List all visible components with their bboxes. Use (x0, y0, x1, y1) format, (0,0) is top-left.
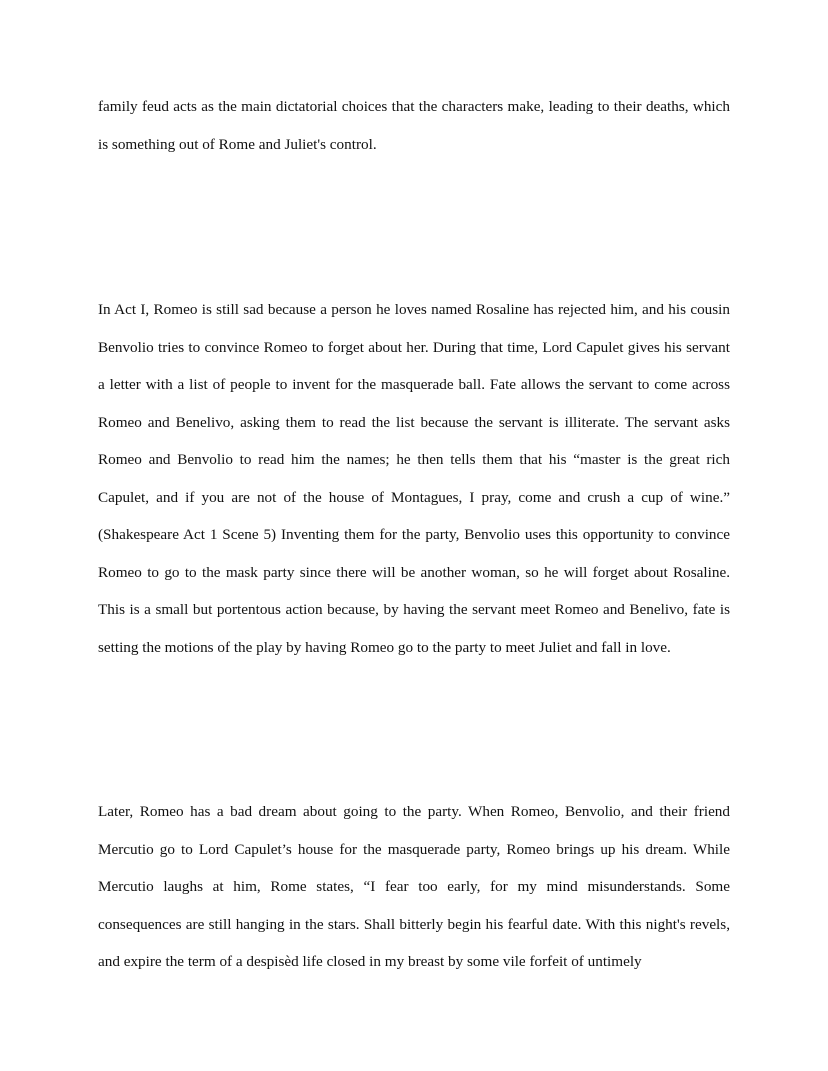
paragraph-bad-dream: Later, Romeo has a bad dream about going to the party. When Romeo, Benvolio, and their friend Mercutio go to Lord Capulet’s house for the masquerade party, Romeo brings up his dream. While Mercutio laughs at him, Rome states, “I fear too early, for my mind misunderstands. Some consequences are still hanging in the stars. Shall bitterly begin his fearful date. With this night's revels, and expire the term of a despisèd life closed in my breast by some vile forfeit of untimely (98, 803, 730, 970)
paragraph-feud-conclusion: family feud acts as the main dictatorial choices that the characters make, leading to their deaths, which is something out of Rome and Juliet's control. (98, 98, 730, 153)
paragraph-act-one: In Act I, Romeo is still sad because a person he loves named Rosaline has rejected him, and his cousin Benvolio tries to convince Romeo to forget about her. During that time, Lord Capulet gives his servant a letter with a list of people to invent for the masquerade ball. Fate allows the servant to come across Romeo and Benelivo, asking them to read the list because the servant is illiterate. The servant asks Romeo and Benvolio to read him the names; he then tells them that his “master is the great rich Capulet, and if you are not of the house of Montagues, I pray, come and crush a cup of wine.” (Shakespeare Act 1 Scene 5) Inventing them for the party, Benvolio uses this opportunity to convince Romeo to go to the mask party since there will be another woman, so he will forget about Rosaline. This is a small but portentous action because, by having the servant meet Romeo and Benelivo, fate is setting the motions of the play by having Romeo go to the party to meet Juliet and fall in love. (98, 301, 730, 656)
